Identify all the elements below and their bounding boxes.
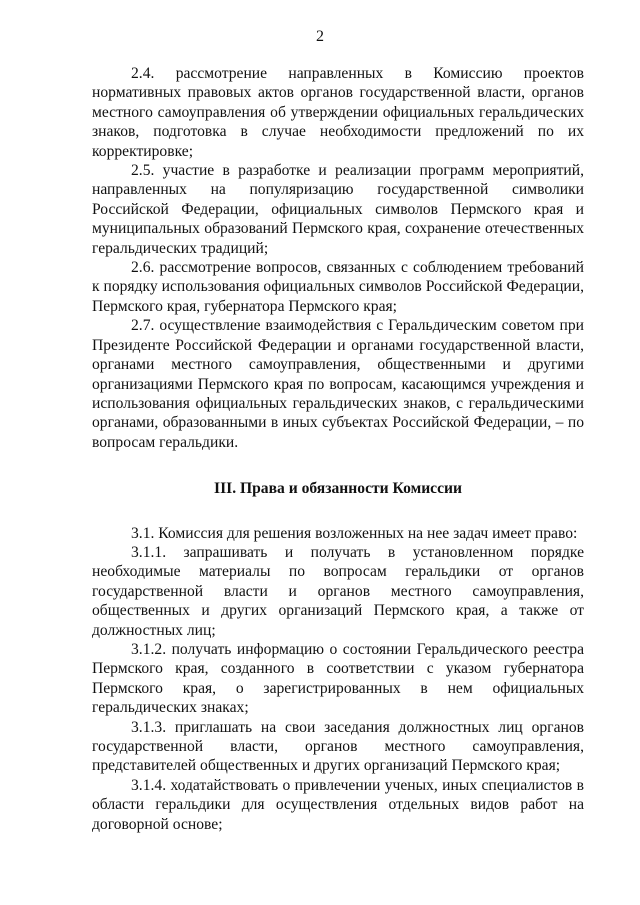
clause-2-5: 2.5. участие в разработке и реализации программ мероприятий, направленных на популяризацию государственной символики Российской Федерации, официальных символов Пермского края и муниципальных образований Пермского края, сохранение отечественных геральдических традиций;: [92, 162, 584, 257]
clause-3-1: 3.1. Комиссия для решения возложенных на нее задач имеет право:: [131, 524, 578, 542]
clause-2-4: 2.4. рассмотрение направленных в Комиссию проектов нормативных правовых актов органов государственной власти, органов местного самоуправления об утверждении официальных геральдических знаков, подготовка в случае необходимости предложений по их корректировке;: [92, 65, 584, 160]
clause-3-1-1: 3.1.1. запрашивать и получать в установленном порядке необходимые материалы по вопросам геральдики от органов государственной власти и органов местного самоуправления, общественных и других организаций Пермского края, а также от должностных лиц;: [92, 543, 584, 639]
page-number: 2: [316, 28, 324, 45]
clause-2-6: 2.6. рассмотрение вопросов, связанных с соблюдением требований к порядку использования официальных символов Российской Федерации, Пермского края, губернатора Пермского края;: [92, 259, 584, 315]
clause-2-7: 2.7. осуществление взаимодействия с Геральдическим советом при Президенте Российской Федерации и органами государственной власти, органами местного самоуправления, общественными и другими организациями Пермского края по вопросам, касающимся учреждения и использования официальных геральдических знаков, с геральдическими органами, образованными в иных субъектах Российской Федерации, – по вопросам геральдики.: [92, 317, 584, 451]
clause-3-1-3: 3.1.3. приглашать на свои заседания должностных лиц органов государственной власти, органов местного самоуправления, представителей общественных и других организаций Пермского края;: [92, 718, 584, 775]
document-body: [92, 64, 584, 834]
section-heading: III. Права и обязанности Комиссии: [214, 480, 462, 498]
clause-3-1-2: 3.1.2. получать информацию о состоянии Геральдического реестра Пермского края, созданного в соответствии с указом губернатора Пермского края, о зарегистрированных в нем официальных геральдических знаках;: [92, 640, 584, 717]
clause-3-1-4: 3.1.4. ходатайствовать о привлечении ученых, иных специалистов в области геральдики для осуществления отдельных видов работ на договорной основе;: [92, 776, 584, 833]
